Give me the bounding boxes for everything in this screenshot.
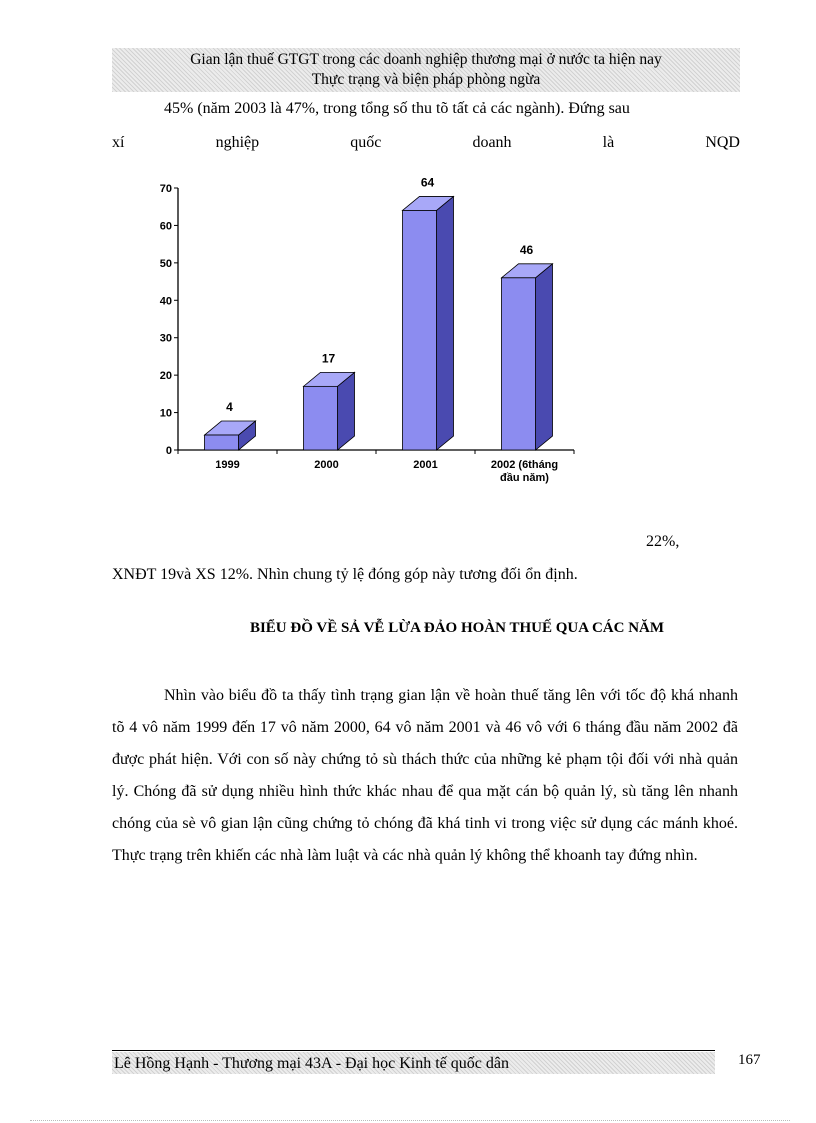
x-category-label: 2002 (6tháng bbox=[490, 459, 559, 471]
bar-value-label: 17 bbox=[321, 351, 336, 366]
bar bbox=[502, 278, 536, 450]
bar-side bbox=[536, 264, 553, 450]
percent-text: 22%, bbox=[646, 533, 680, 550]
intro-word: xí bbox=[112, 134, 125, 151]
intro-line-1: 45% (năm 2003 là 47%, trong tổng số thu tõ tất cả các ngành). Đứng sau bbox=[164, 100, 630, 117]
intro-word: quốc bbox=[350, 134, 382, 151]
y-tick-label: 50 bbox=[159, 257, 172, 270]
body-paragraph bbox=[112, 680, 738, 872]
intro-word: NQD bbox=[705, 134, 740, 151]
y-tick-label: 40 bbox=[159, 295, 172, 308]
bar-value-label: 4 bbox=[226, 400, 233, 415]
page-number: 167 bbox=[738, 1052, 761, 1068]
x-category-label: đầu năm) bbox=[500, 472, 549, 484]
bar-value-label: 46 bbox=[519, 242, 534, 257]
bar bbox=[205, 435, 239, 450]
bar-side bbox=[437, 196, 454, 450]
y-tick-label: 70 bbox=[159, 183, 172, 195]
footer-rule bbox=[112, 1050, 715, 1051]
running-header bbox=[112, 48, 740, 92]
body-text: Nhìn vào biểu đồ ta thấy tình trạng gian lận về hoàn thuế tăng lên với tốc độ khá nhanh tõ 4 vô năm 1999 đến 17 vô năm 2000, 64 vô năm 2001 và 46 vô với 6 tháng đầu năm 2002 đã được phát hiện. Với con số này chứng tỏ sù thách thức của những kẻ phạm tội đối với nhà quản lý. Chóng đã sử dụng nhiều hình thức khác nhau để qua mặt cán bộ quản lý, sù tăng lên nhanh chóng của sè vô gian lận cũng chứng tỏ chóng đã khá tinh vi trong việc sử dụng các mánh khoé. Thực trạng trên khiến các nhà làm luật và các nhà quản lý không thể khoanh tay đứng nhìn. bbox=[112, 687, 738, 864]
y-tick-label: 10 bbox=[159, 407, 172, 420]
header-title-line1: Gian lận thuế GTGT trong các doanh nghiệp thương mại ở nước ta hiện nay bbox=[190, 51, 662, 68]
intro-word: doanh bbox=[472, 134, 512, 151]
footer-author: Lê Hồng Hạnh - Thương mại 43A - Đại học Kinh tế quốc dân bbox=[112, 1052, 715, 1074]
section-title: BIỂU ĐỒ VỀ SẢ VỄ LỪA ĐẢO HOÀN THUẾ QUA CÁC NĂM bbox=[249, 620, 665, 636]
summary-sentence: XNĐT 19và XS 12%. Nhìn chung tỷ lệ đóng góp này tương đối ổn định. bbox=[112, 566, 578, 583]
bar-value-label: 64 bbox=[420, 175, 435, 190]
bar bbox=[304, 386, 338, 450]
intro-word: là bbox=[602, 134, 615, 151]
y-tick-label: 30 bbox=[159, 332, 172, 345]
header-title-line2: Thực trạng và biện pháp phòng ngừa bbox=[311, 71, 541, 88]
bar bbox=[403, 210, 437, 450]
y-tick-label: 0 bbox=[165, 445, 172, 457]
x-category-label: 2001 bbox=[413, 459, 438, 471]
intro-line-2 bbox=[112, 134, 740, 152]
intro-word: nghiệp bbox=[215, 134, 260, 151]
fraud-bar-chart bbox=[140, 170, 600, 500]
y-tick-label: 20 bbox=[159, 370, 172, 383]
x-category-label: 2000 bbox=[314, 459, 339, 471]
page-bottom-divider bbox=[30, 1120, 790, 1121]
x-category-label: 1999 bbox=[215, 459, 240, 471]
y-tick-label: 60 bbox=[159, 220, 172, 233]
